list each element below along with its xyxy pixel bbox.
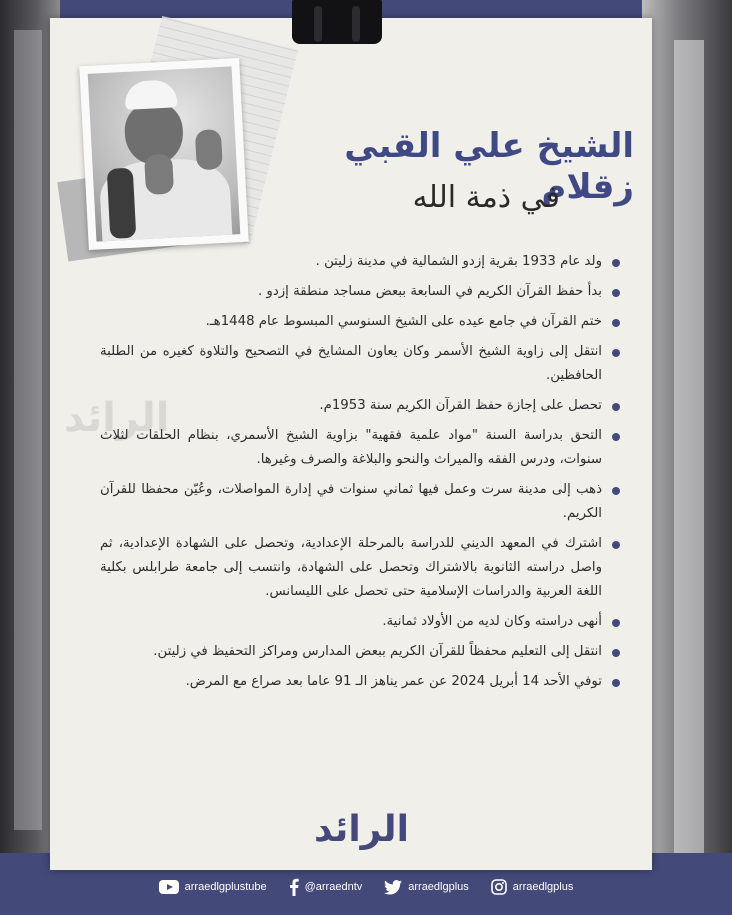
instagram-handle: arraedlgplus [512, 881, 574, 893]
page-title: الشيخ علي القبي زقلام [344, 126, 634, 207]
page-subtitle: في ذمة الله [412, 180, 560, 215]
instagram-icon [491, 879, 507, 895]
list-item: ولد عام 1933 بقرية إزدو الشمالية في مدينة زليتن . [100, 250, 620, 274]
list-item: أنهى دراسته وكان لديه من الأولاد ثمانية. [100, 610, 620, 634]
binder-clip-icon [292, 0, 382, 44]
social-footer [0, 859, 732, 915]
list-item: بدأ حفظ القرآن الكريم في السابعة ببعض مساجد منطقة إزدو . [100, 280, 620, 304]
twitter-handle: arraedlgplus [408, 881, 469, 893]
facebook-link[interactable] [289, 878, 363, 896]
youtube-handle: arraedlgplustube [184, 881, 267, 893]
twitter-icon [384, 880, 402, 895]
facebook-handle: @arraedntv [304, 881, 363, 893]
list-item: انتقل إلى زاوية الشيخ الأسمر وكان يعاون المشايخ في التصحيح والتلاوة كغيره من الطلبة الحافظين. [100, 340, 620, 388]
list-item: التحق بدراسة السنة "مواد علمية فقهية" بزاوية الشيخ الأسمري، بنظام الحلقات لثلاث سنوات، ودرس الفقه والميراث والنحو والبلاغة والصرف وغيرها. [100, 424, 620, 472]
youtube-link[interactable] [159, 880, 267, 894]
list-item: اشترك في المعهد الديني للدراسة بالمرحلة الإعدادية، وتحصل على الشهادة الإعدادية، ثم واصل دراسته الثانوية بالاشتراك وتحصل على الشهادة، وانتسب إلى جامعة طرابلس بكلية اللغة العربية والدراسات الإسلامية حتى تحصل على الليسانس. [100, 532, 620, 604]
list-item: ختم القرآن في جامع عيده على الشيخ السنوسي المبسوط عام 1448هـ. [100, 310, 620, 334]
youtube-icon [159, 880, 179, 894]
list-item: ذهب إلى مدينة سرت وعمل فيها ثماني سنوات في إدارة المواصلات، وعُيّن محفظا للقرآن الكريم. [100, 478, 620, 526]
list-item: تحصل على إجازة حفظ القرآن الكريم سنة 1953م. [100, 394, 620, 418]
brand-logo: الرائد [314, 809, 409, 850]
list-item: انتقل إلى التعليم محفظاً للقرآن الكريم ببعض المدارس ومراكز التحفيظ في زليتن. [100, 640, 620, 664]
background-right-page [674, 40, 704, 860]
watermark-logo: الرائد [64, 395, 170, 441]
background-left-page [14, 30, 42, 830]
facebook-icon [289, 878, 299, 896]
twitter-link[interactable] [384, 880, 469, 895]
list-item: توفي الأحد 14 أبريل 2024 عن عمر يناهز الـ 91 عاما بعد صراع مع المرض. [100, 670, 620, 694]
portrait-photo [79, 58, 248, 250]
biography-list [100, 250, 620, 700]
instagram-link[interactable] [491, 879, 574, 895]
